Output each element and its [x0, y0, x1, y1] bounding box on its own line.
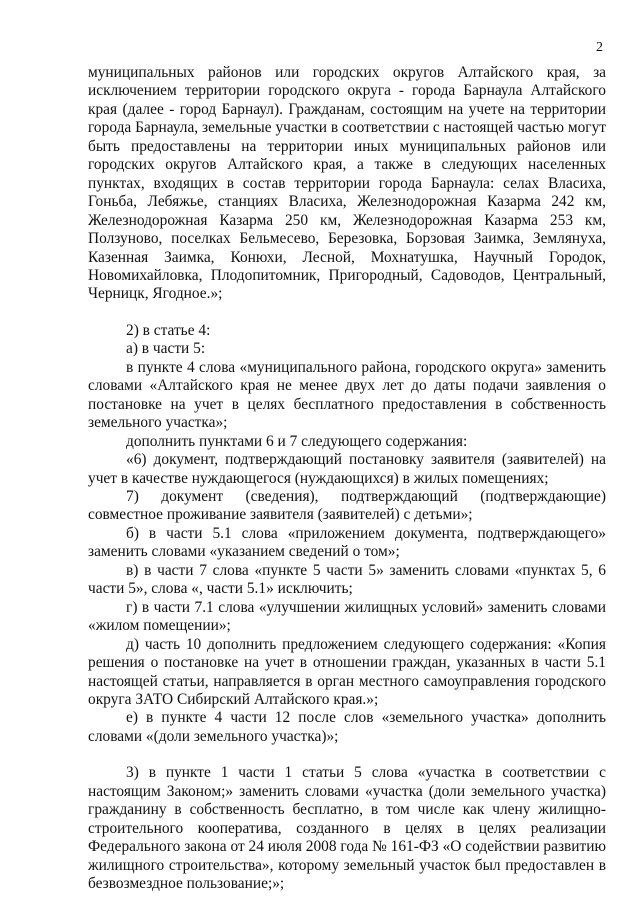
page-number: 2 — [596, 40, 603, 55]
paragraph-b: б) в части 5.1 слова «приложением документа, подтверждающего» заменить словами «указанием сведений о том»; — [88, 524, 606, 561]
document-body — [88, 64, 606, 893]
paragraph-d: д) часть 10 дополнить предложением следующего содержания: «Копия решения о постановке на учет в отношении граждан, указанных в части 5.1 настоящей статьи, направляется в орган местного самоуправления городского округа ЗАТО Сибирский Алтайского края.»; — [88, 635, 606, 708]
paragraph-part-5: а) в части 5: — [126, 340, 206, 358]
paragraph-v: в) в части 7 слова «пункте 5 части 5» заменить словами «пунктах 5, 6 части 5», слова «, части 5.1» исключить; — [88, 561, 606, 598]
paragraph-article-5: 3) в пункте 1 части 1 статьи 5 слова «участка в соответствии с настоящим Законом;» заменить словами «участка (доли земельного участка) гражданину в собственность бесплатно, в том числе как члену жилищно-строительного кооператива, созданного в целях в целях реализации Федерального закона от 24 июля 2008 года № 161-ФЗ «О содействии развитию жилищного строительства», которому земельный участок был предоставлен в безвозмездное пользование;»; — [88, 764, 606, 893]
paragraph-e: е) в пункте 4 части 12 после слов «земельного участка» дополнить словами «(доли земельного участка)»; — [88, 709, 606, 745]
paragraph-add-points: дополнить пунктами 6 и 7 следующего содержания: — [126, 432, 468, 450]
paragraph-item-6: «6) документ, подтверждающий постановку заявителя (заявителей) на учет в качестве нуждающегося (нуждающихся) в жилых помещениях; — [88, 451, 606, 487]
paragraph-article-4: 2) в статье 4: — [126, 321, 211, 339]
paragraph-item-7: 7) документ (сведения), подтверждающий (подтверждающие) совместное проживание заявителя (заявителей) с детьми»; — [88, 487, 606, 524]
paragraph-g: г) в части 7.1 слова «улучшении жилищных условий» заменить словами «жилом помещении»; — [88, 598, 606, 635]
paragraph-point-4: в пункте 4 слова «муниципального района, городского округа» заменить словами «Алтайского края не менее двух лет до даты подачи заявления о постановке на учет в целях бесплатного предоставления в собственность земельного участка»; — [88, 358, 606, 432]
paragraph-continuation: муниципальных районов или городских округов Алтайского края, за исключением территории городского округа - города Барнаула Алтайского края (далее - город Барнаул). Гражданам, состоящим на учете на территории города Барнаула, земельные участки в соответствии с настоящей частью могут быть предоставлены на территории иных муниципальных районов или городских округов Алтайского края, а также в следующих населенных пунктах, входящих в состав территории города Барнаула: селах Власиха, Гоньба, Лебяжье, станциях Власиха, Железнодорожная Казарма 242 км, Железнодорожная Казарма 250 км, Железнодорожная Казарма 253 км, Ползуново, поселках Бельмесево, Березовка, Борзовая Заимка, Землянуха, Казенная Заимка, Конюхи, Лесной, Мохнатушка, Научный Городок, Новомихайловка, Плодопитомник, Пригородный, Садоводов, Центральный, Черницк, Ягодное.»; — [88, 64, 606, 303]
